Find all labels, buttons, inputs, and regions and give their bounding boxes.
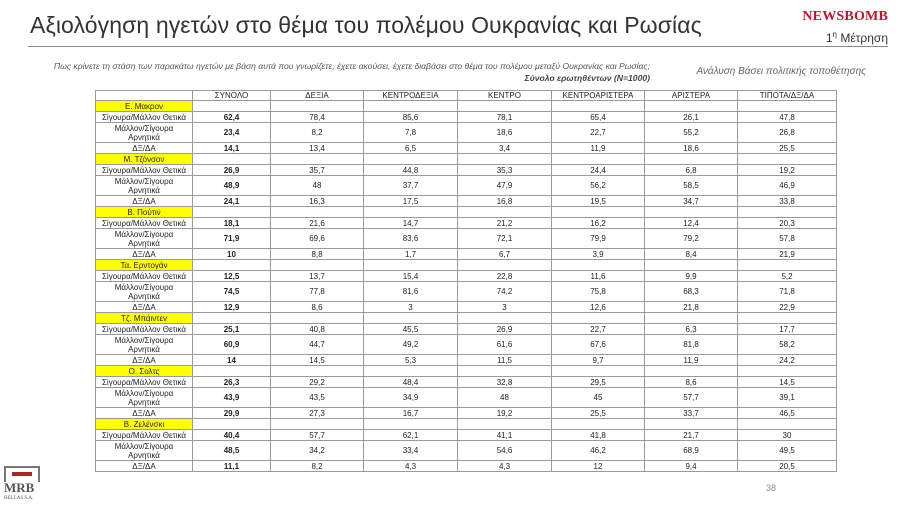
value-cell: 1,7 [364, 249, 458, 260]
value-cell: 25,5 [738, 143, 837, 154]
value-cell: 22,7 [552, 123, 645, 143]
total-cell: 12,9 [193, 302, 271, 313]
row-label: ΔΞ/ΔΑ [96, 249, 193, 260]
empty-cell [458, 366, 552, 377]
value-cell: 25,5 [552, 408, 645, 419]
leader-header-row [96, 207, 837, 218]
sample-size: Σύνολο ερωτηθέντων (Ν=1000) [524, 73, 650, 83]
row-label: Σίγουρα/Μάλλον Θετικά [96, 324, 193, 335]
leader-name: Τα. Ερντογάν [96, 260, 193, 271]
empty-cell [364, 366, 458, 377]
empty-cell [552, 366, 645, 377]
value-cell: 26,8 [738, 123, 837, 143]
value-cell: 9,9 [645, 271, 738, 282]
value-cell: 78,4 [271, 112, 364, 123]
value-cell: 21,9 [738, 249, 837, 260]
empty-cell [458, 101, 552, 112]
value-cell: 34,7 [645, 196, 738, 207]
table-row [96, 324, 837, 335]
total-cell: 12,5 [193, 271, 271, 282]
empty-cell [458, 313, 552, 324]
row-label: Σίγουρα/Μάλλον Θετικά [96, 112, 193, 123]
empty-cell [193, 101, 271, 112]
value-cell: 48,4 [364, 377, 458, 388]
value-cell: 71,8 [738, 282, 837, 302]
value-cell: 41,8 [552, 430, 645, 441]
value-cell: 6,5 [364, 143, 458, 154]
value-cell: 4,3 [364, 461, 458, 472]
leader-header-row [96, 419, 837, 430]
mrb-logo-text: MRB [4, 480, 35, 495]
empty-cell [645, 419, 738, 430]
value-cell: 4,3 [458, 461, 552, 472]
value-cell: 79,9 [552, 229, 645, 249]
value-cell: 65,4 [552, 112, 645, 123]
measurement-sup: η [832, 30, 837, 39]
table-row [96, 143, 837, 154]
measurement-number: 1 [825, 31, 833, 45]
value-cell: 14,5 [738, 377, 837, 388]
value-cell: 34,9 [364, 388, 458, 408]
empty-cell [738, 101, 837, 112]
row-label: Σίγουρα/Μάλλον Θετικά [96, 271, 193, 282]
table-row [96, 302, 837, 313]
table-row [96, 176, 837, 196]
empty-cell [458, 260, 552, 271]
value-cell: 8,8 [271, 249, 364, 260]
value-cell: 29,5 [552, 377, 645, 388]
value-cell: 13,4 [271, 143, 364, 154]
value-cell: 35,7 [271, 165, 364, 176]
total-cell: 14 [193, 355, 271, 366]
empty-cell [738, 207, 837, 218]
empty-cell [271, 207, 364, 218]
value-cell: 21,2 [458, 218, 552, 229]
mrb-logo [4, 466, 44, 501]
value-cell: 83,6 [364, 229, 458, 249]
leader-name: Μ. Τζόνσον [96, 154, 193, 165]
empty-cell [458, 419, 552, 430]
value-cell: 77,8 [271, 282, 364, 302]
total-cell: 48,5 [193, 441, 271, 461]
value-cell: 44,7 [271, 335, 364, 355]
header-divider [28, 46, 888, 47]
table-row [96, 196, 837, 207]
empty-cell [738, 313, 837, 324]
value-cell: 24,2 [738, 355, 837, 366]
row-label: Μάλλον/Σίγουρα Αρνητικά [96, 335, 193, 355]
empty-cell [193, 154, 271, 165]
empty-cell [364, 260, 458, 271]
value-cell: 16,8 [458, 196, 552, 207]
value-cell: 8,2 [271, 123, 364, 143]
value-cell: 6,8 [645, 165, 738, 176]
row-label: Σίγουρα/Μάλλον Θετικά [96, 377, 193, 388]
total-cell: 25,1 [193, 324, 271, 335]
question-body: Πως κρίνετε τη στάση των παρακάτω ηγετών με βάση αυτά που γνωρίζετε, έχετε ακούσει, έχετε διαβάσει στο θέμα του πολέμου μεταξύ Ουκρανίας και Ρωσίας; [53, 61, 650, 71]
value-cell: 55,2 [645, 123, 738, 143]
value-cell: 58,2 [738, 335, 837, 355]
table-row [96, 408, 837, 419]
value-cell: 12,6 [552, 302, 645, 313]
leader-header-row [96, 313, 837, 324]
page-number: 38 [766, 483, 777, 493]
empty-cell [364, 207, 458, 218]
value-cell: 85,6 [364, 112, 458, 123]
value-cell: 61,6 [458, 335, 552, 355]
value-cell: 27,3 [271, 408, 364, 419]
empty-cell [364, 313, 458, 324]
empty-cell [193, 313, 271, 324]
value-cell: 3,4 [458, 143, 552, 154]
empty-cell [738, 419, 837, 430]
empty-cell [364, 419, 458, 430]
empty-cell [193, 207, 271, 218]
total-cell: 24,1 [193, 196, 271, 207]
leader-name: Ε. Μακρον [96, 101, 193, 112]
measurement-text: Μέτρηση [840, 31, 888, 45]
value-cell: 26,1 [645, 112, 738, 123]
empty-cell [271, 366, 364, 377]
value-cell: 29,2 [271, 377, 364, 388]
total-cell: 18,1 [193, 218, 271, 229]
total-cell: 60,9 [193, 335, 271, 355]
table-row [96, 165, 837, 176]
empty-cell [271, 101, 364, 112]
value-cell: 45,5 [364, 324, 458, 335]
mrb-logo-subtext: HELLAS S.A. [4, 496, 34, 501]
value-cell: 19,5 [552, 196, 645, 207]
value-cell: 11,6 [552, 271, 645, 282]
table-row [96, 441, 837, 461]
empty-cell [271, 260, 364, 271]
value-cell: 19,2 [738, 165, 837, 176]
value-cell: 33,7 [645, 408, 738, 419]
column-header: ΚΕΝΤΡΟ [458, 91, 552, 101]
value-cell: 30 [738, 430, 837, 441]
row-label: Μάλλον/Σίγουρα Αρνητικά [96, 388, 193, 408]
value-cell: 16,7 [364, 408, 458, 419]
leader-header-row [96, 101, 837, 112]
value-cell: 35,3 [458, 165, 552, 176]
value-cell: 3,9 [552, 249, 645, 260]
leader-header-row [96, 366, 837, 377]
question-text [30, 60, 650, 84]
row-label: ΔΞ/ΔΑ [96, 143, 193, 154]
row-label: Μάλλον/Σίγουρα Αρνητικά [96, 123, 193, 143]
value-cell: 40,8 [271, 324, 364, 335]
row-label: Μάλλον/Σίγουρα Αρνητικά [96, 441, 193, 461]
value-cell: 48 [271, 176, 364, 196]
row-label: Μάλλον/Σίγουρα Αρνητικά [96, 229, 193, 249]
row-label: ΔΞ/ΔΑ [96, 408, 193, 419]
value-cell: 13,7 [271, 271, 364, 282]
value-cell: 12,4 [645, 218, 738, 229]
table-row [96, 271, 837, 282]
table-row [96, 123, 837, 143]
empty-cell [645, 207, 738, 218]
total-cell: 74,5 [193, 282, 271, 302]
empty-cell [364, 101, 458, 112]
value-cell: 44,8 [364, 165, 458, 176]
value-cell: 79,2 [645, 229, 738, 249]
mrb-logo-mark [4, 466, 40, 482]
value-cell: 18,6 [645, 143, 738, 154]
value-cell: 48 [458, 388, 552, 408]
empty-cell [552, 207, 645, 218]
value-cell: 3 [458, 302, 552, 313]
empty-cell [271, 313, 364, 324]
value-cell: 46,5 [738, 408, 837, 419]
value-cell: 6,7 [458, 249, 552, 260]
total-cell: 10 [193, 249, 271, 260]
table-row [96, 249, 837, 260]
empty-cell [552, 313, 645, 324]
value-cell: 22,8 [458, 271, 552, 282]
newsbomb-logo: NEWSBOMB [802, 9, 888, 24]
leader-name: Β. Ζελένσκι [96, 419, 193, 430]
total-cell: 26,9 [193, 165, 271, 176]
value-cell: 81,8 [645, 335, 738, 355]
value-cell: 49,5 [738, 441, 837, 461]
total-cell: 26,3 [193, 377, 271, 388]
empty-cell [738, 260, 837, 271]
total-cell: 43,9 [193, 388, 271, 408]
leader-name: Ο. Σολτς [96, 366, 193, 377]
value-cell: 37,7 [364, 176, 458, 196]
total-cell: 23,4 [193, 123, 271, 143]
value-cell: 68,3 [645, 282, 738, 302]
page-title: Αξιολόγηση ηγετών στο θέμα του πολέμου Ουκρανίας και Ρωσίας [30, 12, 702, 38]
value-cell: 3 [364, 302, 458, 313]
value-cell: 68,9 [645, 441, 738, 461]
value-cell: 74,2 [458, 282, 552, 302]
value-cell: 16,3 [271, 196, 364, 207]
row-label: Σίγουρα/Μάλλον Θετικά [96, 430, 193, 441]
total-cell: 71,9 [193, 229, 271, 249]
value-cell: 46,9 [738, 176, 837, 196]
value-cell: 7,8 [364, 123, 458, 143]
value-cell: 21,6 [271, 218, 364, 229]
value-cell: 8,4 [645, 249, 738, 260]
value-cell: 32,8 [458, 377, 552, 388]
value-cell: 8,6 [645, 377, 738, 388]
empty-cell [271, 154, 364, 165]
leader-name: Τζ. Μπάιντεν [96, 313, 193, 324]
value-cell: 14,5 [271, 355, 364, 366]
corner-cell [96, 91, 193, 101]
value-cell: 5,2 [738, 271, 837, 282]
value-cell: 6,3 [645, 324, 738, 335]
value-cell: 54,6 [458, 441, 552, 461]
total-cell: 48,9 [193, 176, 271, 196]
table-row [96, 430, 837, 441]
table-row [96, 388, 837, 408]
leader-header-row [96, 154, 837, 165]
leader-header-row [96, 260, 837, 271]
value-cell: 78,1 [458, 112, 552, 123]
value-cell: 72,1 [458, 229, 552, 249]
value-cell: 46,2 [552, 441, 645, 461]
leader-name: Β. Πούτιν [96, 207, 193, 218]
empty-cell [645, 260, 738, 271]
value-cell: 24,4 [552, 165, 645, 176]
empty-cell [645, 101, 738, 112]
row-label: ΔΞ/ΔΑ [96, 302, 193, 313]
value-cell: 75,8 [552, 282, 645, 302]
empty-cell [552, 154, 645, 165]
empty-cell [364, 154, 458, 165]
value-cell: 57,8 [738, 229, 837, 249]
value-cell: 12 [552, 461, 645, 472]
empty-cell [458, 154, 552, 165]
row-label: ΔΞ/ΔΑ [96, 461, 193, 472]
value-cell: 26,9 [458, 324, 552, 335]
empty-cell [552, 260, 645, 271]
value-cell: 62,1 [364, 430, 458, 441]
empty-cell [552, 419, 645, 430]
value-cell: 67,6 [552, 335, 645, 355]
total-cell: 14,1 [193, 143, 271, 154]
value-cell: 33,8 [738, 196, 837, 207]
value-cell: 15,4 [364, 271, 458, 282]
column-header: ΣΥΝΟΛΟ [193, 91, 271, 101]
analysis-label: Ανάλυση Βάσει πολιτικής τοποθέτησης [696, 66, 866, 77]
value-cell: 11,9 [645, 355, 738, 366]
empty-cell [193, 366, 271, 377]
empty-cell [645, 154, 738, 165]
results-table [95, 90, 837, 472]
value-cell: 22,9 [738, 302, 837, 313]
empty-cell [552, 101, 645, 112]
value-cell: 11,9 [552, 143, 645, 154]
total-cell: 62,4 [193, 112, 271, 123]
value-cell: 14,7 [364, 218, 458, 229]
total-cell: 29,9 [193, 408, 271, 419]
value-cell: 20,3 [738, 218, 837, 229]
measurement-label [826, 30, 888, 45]
value-cell: 43,5 [271, 388, 364, 408]
empty-cell [458, 207, 552, 218]
row-label: Σίγουρα/Μάλλον Θετικά [96, 165, 193, 176]
column-header: ΚΕΝΤΡΟΑΡΙΣΤΕΡΑ [552, 91, 645, 101]
empty-cell [738, 366, 837, 377]
value-cell: 17,7 [738, 324, 837, 335]
table-row [96, 229, 837, 249]
value-cell: 69,6 [271, 229, 364, 249]
table-row [96, 461, 837, 472]
table-row [96, 335, 837, 355]
row-label: ΔΞ/ΔΑ [96, 196, 193, 207]
table-row [96, 112, 837, 123]
value-cell: 47,9 [458, 176, 552, 196]
table-row [96, 218, 837, 229]
value-cell: 57,7 [645, 388, 738, 408]
empty-cell [193, 419, 271, 430]
value-cell: 58,5 [645, 176, 738, 196]
value-cell: 56,2 [552, 176, 645, 196]
total-cell: 11,1 [193, 461, 271, 472]
value-cell: 17,5 [364, 196, 458, 207]
header-row [96, 91, 837, 101]
column-header: ΚΕΝΤΡΟΔΕΞΙΑ [364, 91, 458, 101]
value-cell: 11,5 [458, 355, 552, 366]
value-cell: 33,4 [364, 441, 458, 461]
row-label: ΔΞ/ΔΑ [96, 355, 193, 366]
value-cell: 8,2 [271, 461, 364, 472]
total-cell: 40,4 [193, 430, 271, 441]
value-cell: 39,1 [738, 388, 837, 408]
value-cell: 8,6 [271, 302, 364, 313]
row-label: Σίγουρα/Μάλλον Θετικά [96, 218, 193, 229]
column-header: ΔΕΞΙΑ [271, 91, 364, 101]
value-cell: 21,7 [645, 430, 738, 441]
value-cell: 22,7 [552, 324, 645, 335]
column-header: ΑΡΙΣΤΕΡΑ [645, 91, 738, 101]
row-label: Μάλλον/Σίγουρα Αρνητικά [96, 176, 193, 196]
value-cell: 49,2 [364, 335, 458, 355]
row-label: Μάλλον/Σίγουρα Αρνητικά [96, 282, 193, 302]
value-cell: 34,2 [271, 441, 364, 461]
empty-cell [645, 313, 738, 324]
value-cell: 21,8 [645, 302, 738, 313]
value-cell: 45 [552, 388, 645, 408]
empty-cell [645, 366, 738, 377]
value-cell: 5,3 [364, 355, 458, 366]
value-cell: 16,2 [552, 218, 645, 229]
value-cell: 18,6 [458, 123, 552, 143]
value-cell: 41,1 [458, 430, 552, 441]
empty-cell [193, 260, 271, 271]
table-row [96, 355, 837, 366]
value-cell: 9,7 [552, 355, 645, 366]
empty-cell [271, 419, 364, 430]
table-row [96, 377, 837, 388]
table-row [96, 282, 837, 302]
empty-cell [738, 154, 837, 165]
value-cell: 81,6 [364, 282, 458, 302]
value-cell: 47,8 [738, 112, 837, 123]
value-cell: 19,2 [458, 408, 552, 419]
value-cell: 9,4 [645, 461, 738, 472]
value-cell: 20,5 [738, 461, 837, 472]
value-cell: 57,7 [271, 430, 364, 441]
column-header: ΤΙΠΟΤΑ/ΔΞ/ΔΑ [738, 91, 837, 101]
